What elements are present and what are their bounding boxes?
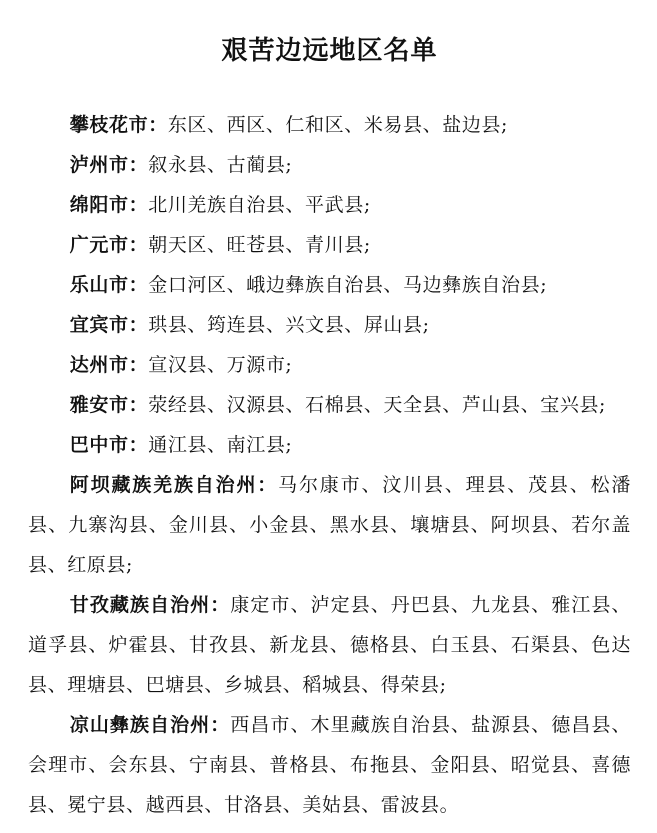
city-name: 攀枝花市: [69, 114, 149, 136]
city-name: 凉山彝族自治州: [69, 714, 211, 736]
area-list: 通江县、南江县;: [148, 434, 293, 456]
city-name: 巴中市: [69, 434, 129, 456]
city-separator: ：: [128, 194, 149, 216]
city-name: 乐山市: [69, 274, 129, 296]
city-separator: ：: [128, 314, 149, 336]
city-separator: ：: [128, 274, 149, 296]
city-name: 绵阳市: [69, 194, 129, 216]
region-entry-luzhou: [28, 145, 631, 185]
region-entry-ganzi: [28, 585, 631, 705]
city-name: 雅安市: [69, 394, 129, 416]
region-entry-yibin: [28, 305, 631, 345]
city-separator: ：: [210, 594, 231, 616]
region-entry-yaan: [28, 385, 631, 425]
city-separator: ：: [128, 394, 149, 416]
area-list: 马尔康市、汶川县、理县、茂县、松潘县、九寨沟县、金川县、小金县、黑水县、壤塘县、阿坝县、若尔盖县、红原县;: [28, 474, 632, 576]
document-title: 艰苦边远地区名单: [221, 36, 438, 66]
city-separator: ：: [128, 354, 149, 376]
area-list: 荥经县、汉源县、石棉县、天全县、芦山县、宝兴县;: [148, 394, 607, 416]
region-entry-aba: [28, 465, 631, 585]
city-separator: ：: [257, 474, 279, 496]
region-entry-bazhong: [28, 425, 631, 465]
city-name: 阿坝藏族羌族自治州: [69, 474, 258, 496]
area-list: 宣汉县、万源市;: [148, 354, 293, 376]
area-list: 康定市、泸定县、丹巴县、九龙县、雅江县、道孚县、炉霍县、甘孜县、新龙县、德格县、白玉县、石渠县、色达县、理塘县、巴塘县、乡城县、稻城县、得荣县;: [28, 594, 631, 696]
city-separator: ：: [128, 434, 149, 456]
area-list: 东区、西区、仁和区、米易县、盐边县;: [167, 114, 509, 136]
city-separator: ：: [148, 114, 168, 136]
area-list: 北川羌族自治县、平武县;: [148, 194, 371, 216]
region-entry-panzhihua: [28, 105, 631, 145]
city-name: 广元市: [69, 234, 129, 256]
area-list: 金口河区、峨边彝族自治县、马边彝族自治县;: [148, 274, 548, 296]
city-name: 泸州市: [69, 154, 129, 176]
city-separator: ：: [128, 154, 149, 176]
city-name: 达州市: [69, 354, 129, 376]
region-entry-dazhou: [28, 345, 631, 385]
area-list: 西昌市、木里藏族自治县、盐源县、德昌县、会理市、会东县、宁南县、普格县、布拖县、金阳县、昭觉县、喜德县、冕宁县、越西县、甘洛县、美姑县、雷波县。: [28, 714, 631, 816]
region-entry-mianyang: [28, 185, 631, 225]
area-list: 叙永县、古蔺县;: [148, 154, 293, 176]
city-name: 宜宾市: [69, 314, 129, 336]
city-separator: ：: [128, 234, 149, 256]
region-list: [28, 105, 631, 825]
city-name: 甘孜藏族自治州: [69, 594, 211, 616]
region-entry-liangshan: [28, 705, 631, 825]
city-separator: ：: [210, 714, 231, 736]
region-entry-guangyuan: [28, 225, 631, 265]
area-list: 珙县、筠连县、兴文县、屏山县;: [148, 314, 430, 336]
area-list: 朝天区、旺苍县、青川县;: [148, 234, 371, 256]
region-entry-leshan: [28, 265, 631, 305]
